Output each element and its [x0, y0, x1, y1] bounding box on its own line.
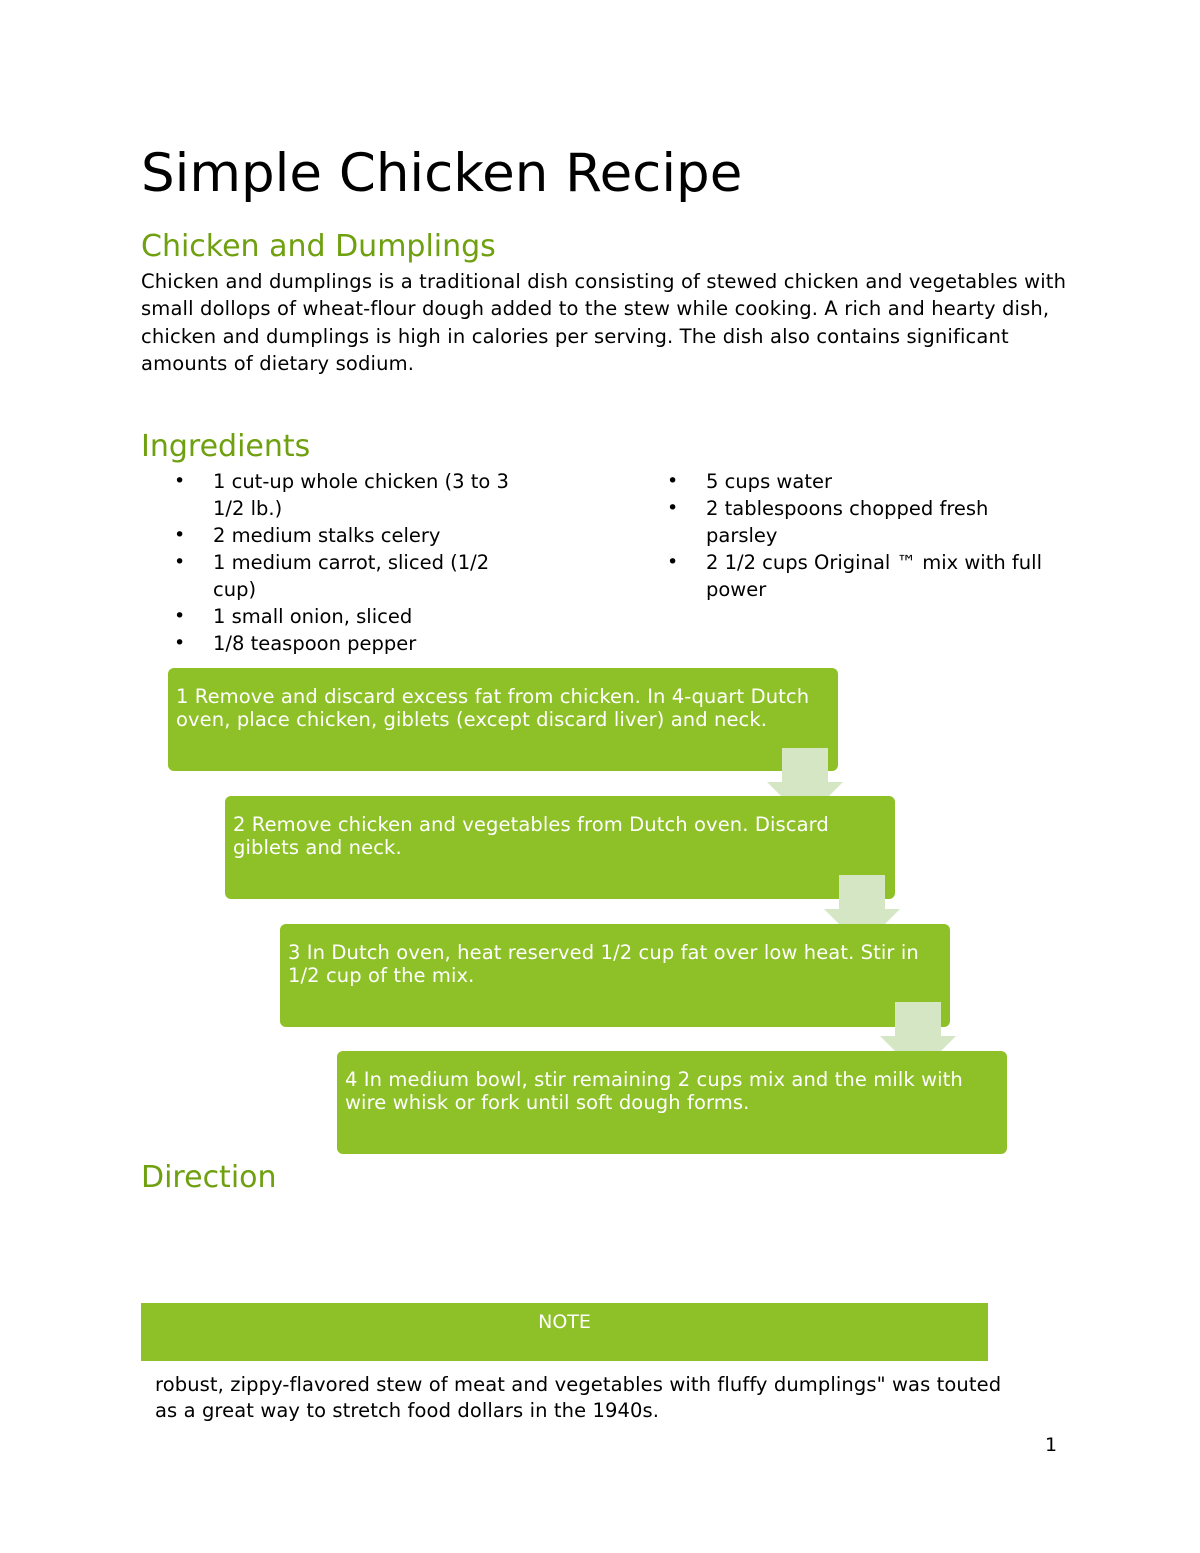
note-label: NOTE [538, 1311, 591, 1333]
step-4-box [337, 1051, 1007, 1154]
page-title: Simple Chicken Recipe [141, 143, 743, 204]
list-item: • 1/8 teaspoon pepper [141, 630, 561, 657]
list-item: • 1 cut-up whole chicken (3 to 3 1/2 lb.) [141, 468, 561, 522]
step-2-text: 2 Remove chicken and vegetables from Dutch oven. Discard giblets and neck. [233, 813, 829, 859]
note-banner [141, 1303, 988, 1361]
step-4-text: 4 In medium bowl, stir remaining 2 cups mix and the milk with wire whisk or fork until soft dough forms. [345, 1068, 963, 1114]
ingredients-heading: Ingredients [141, 429, 311, 464]
page-number: 1 [1045, 1434, 1058, 1456]
step-2-box [225, 796, 895, 899]
direction-heading: Direction [141, 1160, 277, 1195]
note-text: robust, zippy-flavored stew of meat and vegetables with fluffy dumplings" was touted as a great way to stretch food dollars in the 1940s. [155, 1373, 1002, 1422]
ingredients-list-right [634, 468, 1054, 603]
step-3-text: 3 In Dutch oven, heat reserved 1/2 cup fat over low heat. Stir in 1/2 cup of the mix. [288, 941, 919, 987]
dish-heading: Chicken and Dumplings [141, 229, 496, 264]
list-item: • 2 tablespoons chopped fresh parsley [634, 495, 1054, 549]
step-3-box [280, 924, 950, 1027]
dish-description: Chicken and dumplings is a traditional dish consisting of stewed chicken and vegetables with small dollops of wheat-flour dough added to the stew while cooking. A rich and hearty dish, chicken and dumplings is high in calories per serving. The dish also contains significant amounts of dietary sodium. [141, 270, 1067, 375]
step-1-text: 1 Remove and discard excess fat from chicken. In 4-quart Dutch oven, place chicken, giblets (except discard liver) and neck. [176, 685, 810, 731]
step-1-box [168, 668, 838, 771]
list-item: • 1 medium carrot, sliced (1/2 cup) [141, 549, 561, 603]
list-item: • 2 1/2 cups Original ™ mix with full power [634, 549, 1054, 603]
ingredients-list-left [141, 468, 561, 657]
list-item: • 5 cups water [634, 468, 1054, 495]
list-item: • 1 small onion, sliced [141, 603, 561, 630]
list-item: • 2 medium stalks celery [141, 522, 561, 549]
